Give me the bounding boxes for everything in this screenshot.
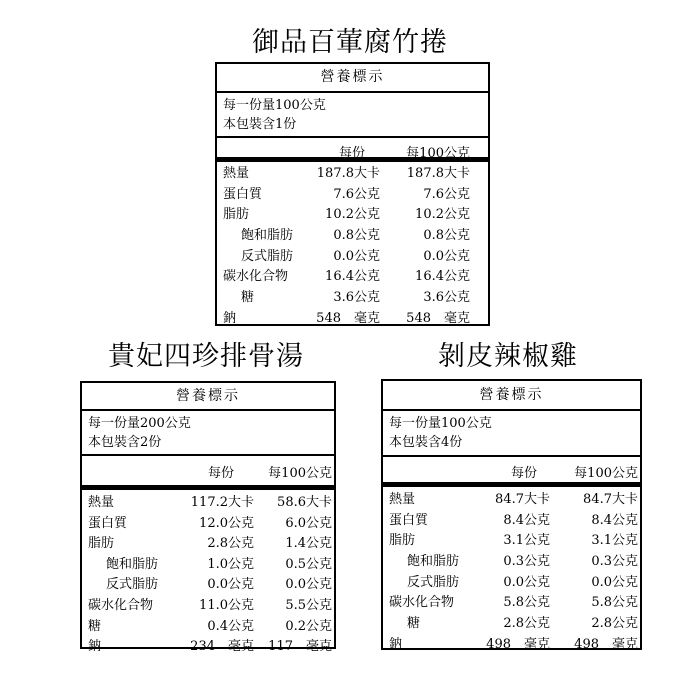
serving-info: [217, 93, 488, 138]
nutrient-value-per-100: 84.7大卡: [583, 492, 638, 507]
nutrient-value-per-serving: 234 毫克: [190, 639, 254, 655]
nutrient-value-per-100: 5.8公克: [591, 595, 638, 611]
nutrient-row: [82, 596, 334, 617]
serving-size: 每一份量100公克: [389, 416, 492, 431]
nutrient-value-per-100: 7.6公克: [423, 186, 470, 202]
column-header-per-serving: 每份: [338, 146, 365, 161]
nutrient-value-per-100: 0.8公克: [423, 228, 470, 244]
column-header-per-serving: 每份: [207, 466, 234, 481]
nutrient-value-per-serving: 5.8公克: [503, 595, 550, 611]
serving-info: [82, 411, 334, 456]
nutrient-value-per-serving: 2.8公克: [207, 536, 254, 552]
nutrition-panel-3: [381, 379, 642, 650]
nutrition-panel-header: 營養標示: [82, 383, 334, 411]
nutrient-label: 蛋白質: [389, 512, 429, 528]
servings-per-package: 本包裝含1份: [223, 117, 297, 132]
column-header-per-100: 每100公克: [268, 466, 332, 481]
nutrient-label: 碳水化合物: [389, 595, 455, 611]
nutrient-value-per-serving: 0.8公克: [333, 228, 380, 244]
nutrition-panel-1: [215, 62, 490, 326]
nutrient-value-per-100: 10.2公克: [415, 207, 470, 223]
nutrient-value-per-serving: 84.7大卡: [495, 492, 550, 507]
nutrient-row: [82, 534, 334, 555]
nutrient-value-per-serving: 117.2大卡: [190, 495, 254, 510]
nutrient-value-per-100: 1.4公克: [285, 536, 332, 552]
nutrient-row: [383, 511, 640, 532]
nutrient-row: [383, 552, 640, 573]
nutrient-label: 碳水化合物: [223, 269, 289, 285]
nutrient-label: 飽和脂肪: [241, 228, 294, 244]
nutrient-value-per-100: 2.8公克: [591, 616, 638, 632]
nutrient-value-per-100: 117 毫克: [268, 639, 332, 655]
nutrient-value-per-serving: 16.4公克: [325, 269, 380, 285]
nutrient-value-per-serving: 0.0公克: [503, 574, 550, 590]
nutrient-row: [217, 164, 488, 185]
nutrient-row: [217, 226, 488, 247]
nutrient-row: [217, 267, 488, 288]
nutrient-value-per-100: 187.8大卡: [406, 166, 470, 181]
column-header-per-serving: 每份: [510, 466, 537, 481]
product-title-3: 剝皮辣椒雞: [438, 341, 578, 372]
nutrient-value-per-serving: 1.0公克: [207, 556, 254, 572]
nutrient-value-per-serving: 7.6公克: [333, 186, 380, 202]
nutrient-value-per-serving: 0.0公克: [207, 577, 254, 593]
nutrient-label: 鈉: [88, 639, 102, 655]
column-headers: [217, 138, 488, 162]
nutrient-row: [383, 593, 640, 614]
column-header-per-100: 每100公克: [574, 466, 638, 481]
nutrient-value-per-100: 3.6公克: [423, 290, 470, 306]
nutrient-row: [217, 185, 488, 206]
nutrient-label: 飽和脂肪: [407, 554, 460, 570]
nutrient-row: [383, 635, 640, 656]
nutrient-label: 熱量: [389, 492, 416, 507]
nutrient-value-per-serving: 0.3公克: [503, 554, 550, 570]
nutrient-row: [383, 614, 640, 635]
nutrition-panel-header: 營養標示: [217, 64, 488, 93]
servings-per-package: 本包裝含2份: [88, 435, 162, 450]
servings-per-package: 本包裝含4份: [389, 435, 463, 450]
nutrient-value-per-100: 58.6大卡: [277, 495, 332, 510]
column-headers: [82, 456, 334, 490]
nutrient-value-per-100: 548 毫克: [406, 310, 470, 326]
nutrient-value-per-serving: 0.0公克: [333, 248, 380, 264]
nutrient-label: 蛋白質: [223, 186, 263, 202]
nutrient-value-per-serving: 10.2公克: [325, 207, 380, 223]
nutrient-row: [82, 493, 334, 514]
nutrient-label: 飽和脂肪: [106, 556, 159, 572]
nutrient-value-per-serving: 498 毫克: [486, 636, 550, 652]
nutrient-row: [82, 617, 334, 638]
nutrient-row: [383, 531, 640, 552]
nutrient-label: 碳水化合物: [88, 597, 154, 613]
nutrient-value-per-100: 0.0公克: [591, 574, 638, 590]
nutrient-value-per-serving: 0.4公克: [207, 618, 254, 634]
nutrient-value-per-100: 5.5公克: [285, 597, 332, 613]
nutrient-row: [82, 514, 334, 535]
nutrient-rows: [217, 162, 488, 330]
nutrient-row: [82, 575, 334, 596]
nutrient-value-per-serving: 3.6公克: [333, 290, 380, 306]
nutrient-value-per-100: 0.0公克: [285, 577, 332, 593]
nutrient-label: 鈉: [223, 310, 237, 326]
nutrient-value-per-100: 0.2公克: [285, 618, 332, 634]
nutrient-value-per-100: 0.3公克: [591, 554, 638, 570]
nutrient-value-per-100: 8.4公克: [591, 512, 638, 528]
nutrient-label: 反式脂肪: [106, 577, 159, 593]
nutrient-value-per-100: 498 毫克: [574, 636, 638, 652]
nutrient-rows: [82, 490, 334, 658]
nutrient-row: [383, 573, 640, 594]
nutrient-label: 糖: [407, 616, 421, 632]
nutrient-label: 糖: [88, 618, 102, 634]
nutrient-value-per-100: 3.1公克: [591, 533, 638, 549]
nutrient-label: 鈉: [389, 636, 403, 652]
nutrient-value-per-serving: 3.1公克: [503, 533, 550, 549]
serving-size: 每一份量200公克: [88, 416, 191, 431]
nutrient-label: 脂肪: [223, 207, 250, 223]
serving-info: [383, 411, 640, 457]
nutrient-value-per-100: 16.4公克: [415, 269, 470, 285]
product-title-2: 貴妃四珍排骨湯: [108, 341, 304, 372]
nutrient-row: [217, 288, 488, 309]
serving-size: 每一份量100公克: [223, 98, 326, 113]
nutrient-row: [82, 637, 334, 658]
nutrient-label: 熱量: [88, 495, 115, 510]
nutrient-value-per-100: 6.0公克: [285, 515, 332, 531]
nutrient-value-per-serving: 12.0公克: [199, 515, 254, 531]
nutrient-value-per-serving: 11.0公克: [199, 597, 254, 613]
nutrient-label: 反式脂肪: [407, 574, 460, 590]
nutrient-value-per-100: 0.5公克: [285, 556, 332, 572]
column-headers: [383, 457, 640, 487]
nutrient-label: 糖: [241, 290, 255, 306]
nutrient-row: [217, 205, 488, 226]
nutrient-row: [217, 309, 488, 330]
nutrient-label: 蛋白質: [88, 515, 128, 531]
nutrient-row: [82, 555, 334, 576]
nutrient-rows: [383, 487, 640, 656]
nutrient-label: 反式脂肪: [241, 248, 294, 264]
nutrient-value-per-serving: 2.8公克: [503, 616, 550, 632]
nutrition-panel-2: [80, 381, 336, 655]
column-header-per-100: 每100公克: [406, 146, 470, 161]
nutrient-label: 熱量: [223, 166, 250, 181]
nutrient-value-per-serving: 8.4公克: [503, 512, 550, 528]
nutrient-row: [217, 247, 488, 268]
nutrient-label: 脂肪: [88, 536, 115, 552]
product-title-1: 御品百葷腐竹捲: [252, 27, 448, 58]
nutrient-label: 脂肪: [389, 533, 416, 549]
nutrient-value-per-serving: 548 毫克: [316, 310, 380, 326]
nutrient-value-per-serving: 187.8大卡: [316, 166, 380, 181]
nutrient-value-per-100: 0.0公克: [423, 248, 470, 264]
nutrition-panel-header: 營養標示: [383, 381, 640, 411]
nutrient-row: [383, 490, 640, 511]
